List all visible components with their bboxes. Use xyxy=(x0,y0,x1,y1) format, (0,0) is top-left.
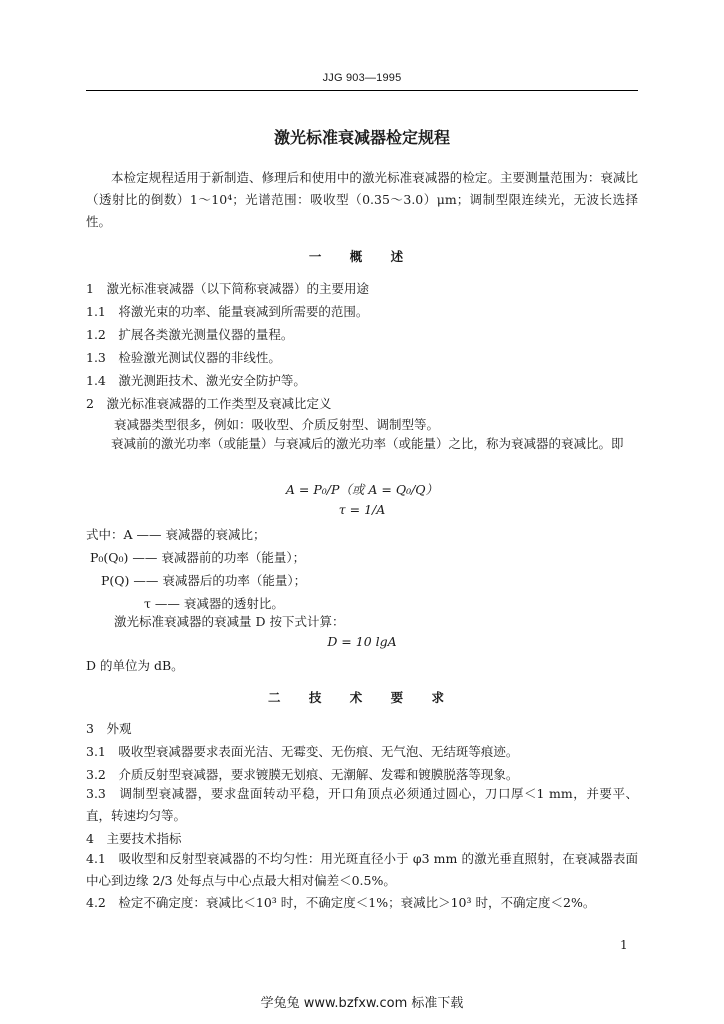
attenuator-types: 衰减器类型很多，例如：吸收型、介质反射型、调制型等。 xyxy=(114,417,440,432)
clause-3-3: 3.3 调制型衰减器，要求盘面转动平稳，开口角顶点必须通过圆心，刀口厚＜1 mm，并要平、直，转速均匀等。 xyxy=(86,786,638,823)
where-p0: P₀(Q₀) —— 衰减器前的功率（能量）； xyxy=(90,550,306,565)
unit-note: D 的单位为 dB。 xyxy=(86,658,184,673)
clause-4: 4 主要技术指标 xyxy=(86,831,182,846)
clause-3-1: 3.1 吸收型衰减器要求表面光洁、无霉变、无伤痕、无气泡、无结斑等痕迹。 xyxy=(86,744,519,759)
clause-3: 3 外观 xyxy=(86,721,132,736)
attenuation-definition: 衰减前的激光功率（或能量）与衰减后的激光功率（或能量）之比，称为衰减器的衰减比。即 xyxy=(111,436,624,451)
section-title-requirements: 二 技 术 要 求 xyxy=(268,690,456,705)
clause-1-4: 1.4 激光测距技术、激光安全防护等。 xyxy=(86,373,306,388)
clause-1-2: 1.2 扩展各类激光测量仪器的量程。 xyxy=(86,327,294,342)
clause-4-2: 4.2 检定不确定度：衰减比＜10³ 时，不确定度＜1%；衰减比＞10³ 时，不确定度＜2%。 xyxy=(86,895,596,910)
clause-4-1: 4.1 吸收型和反射型衰减器的不均匀性：用光斑直径小于 φ3 mm 的激光垂直照射，在衰减器表面中心到边缘 2/3 处每点与中心点最大相对偏差＜0.5%。 xyxy=(86,851,638,888)
watermark-footer: 学兔兔 www.bzfxw.com 标准下载 xyxy=(260,996,464,1011)
where-p: P(Q) —— 衰减器后的功率（能量）； xyxy=(101,573,307,588)
page-number: 1 xyxy=(620,938,628,952)
section-title-overview: 一 概 述 xyxy=(308,249,416,264)
calc-intro: 激光标准衰减器的衰减量 D 按下式计算： xyxy=(114,614,345,629)
intro-paragraph: 本检定规程适用于新制造、修理后和使用中的激光标准衰减器的检定。主要测量范围为：衰减比（透射比的倒数）1～10⁴；光谱范围：吸收型（0.35～3.0）μm；调制型限连续光，无波长选择性。 xyxy=(86,170,638,229)
clause-1-1: 1.1 将激光束的功率、能量衰减到所需要的范围。 xyxy=(86,304,369,319)
where-tau: τ —— 衰减器的透射比。 xyxy=(144,596,284,611)
formula-transmittance: τ = 1/A xyxy=(338,502,386,517)
clause-1: 1 激光标准衰减器（以下简称衰减器）的主要用途 xyxy=(86,281,369,296)
document-title: 激光标准衰减器检定规程 xyxy=(273,128,450,147)
document-header: JJG 903—1995 xyxy=(322,72,402,84)
formula-attenuation-db: D = 10 lgA xyxy=(327,634,397,649)
clause-1-3: 1.3 检验激光测试仪器的非线性。 xyxy=(86,350,281,365)
where-a: 式中：A —— 衰减器的衰减比； xyxy=(86,527,266,542)
header-rule xyxy=(86,90,638,91)
clause-3-2: 3.2 介质反射型衰减器，要求镀膜无划痕、无潮解、发霉和镀膜脱落等现象。 xyxy=(86,767,519,782)
clause-2: 2 激光标准衰减器的工作类型及衰减比定义 xyxy=(86,396,332,411)
formula-attenuation-ratio: A = P₀/P（或 A = Q₀/Q） xyxy=(285,482,439,497)
